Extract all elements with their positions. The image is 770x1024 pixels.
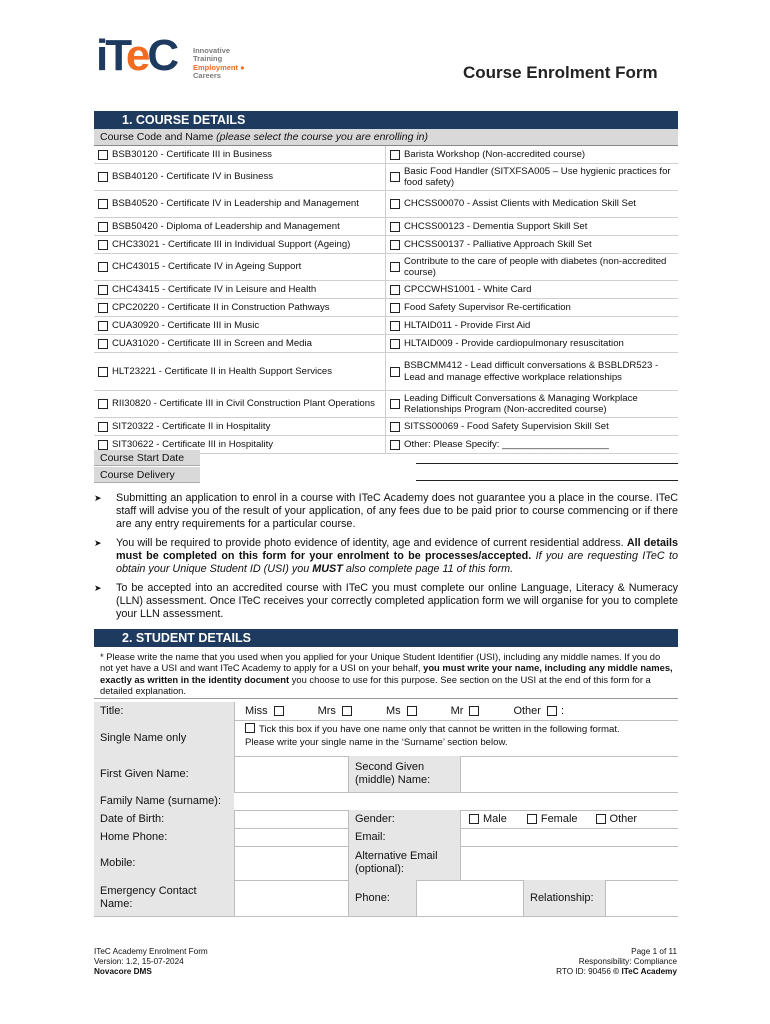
checkbox[interactable] xyxy=(98,422,108,432)
title-mr-checkbox[interactable] xyxy=(469,706,479,716)
course-row xyxy=(94,218,678,236)
course-option[interactable]: BSB40120 - Certificate IV in Business xyxy=(94,164,386,190)
checkbox[interactable] xyxy=(390,440,400,450)
mobile-field[interactable] xyxy=(234,846,348,880)
usi-note: * Please write the name that you used when you applied for your Unique Student Identifier (USI), including any middle names. If you do not yet have a USI and want ITeC Academy to apply for a USI on your behalf, you must write your name, including any middle names, exactly as written in the identity document you choose to use for this purpose. See section on the USI at the end of this form for a detailed explanation. xyxy=(94,650,678,699)
dob-label: Date of Birth: xyxy=(94,810,234,828)
gender-male-checkbox[interactable] xyxy=(469,814,479,824)
course-row xyxy=(94,146,678,164)
mobile-alt-email-row xyxy=(94,846,678,881)
dob-gender-row xyxy=(94,810,678,829)
checkbox[interactable] xyxy=(390,367,400,377)
checkbox[interactable] xyxy=(390,150,400,160)
course-option[interactable]: RII30820 - Certificate III in Civil Construction Plant Operations xyxy=(94,391,386,417)
mobile-label: Mobile: xyxy=(94,846,234,880)
single-name-row: Single Name only Tick this box if you have one name only that cannot be written in the following format. Please write your single name in the ‘Surname’ section below. xyxy=(94,720,678,757)
gender-other-checkbox[interactable] xyxy=(596,814,606,824)
course-delivery-field[interactable] xyxy=(416,480,678,481)
course-option[interactable]: SIT30622 - Certificate III in Hospitality xyxy=(94,436,386,453)
gender-options: Male Female Other xyxy=(460,810,678,828)
single-name-checkbox[interactable] xyxy=(245,723,255,733)
title-miss-checkbox[interactable] xyxy=(274,706,284,716)
alt-email-label: Alternative Email (optional): xyxy=(348,846,460,880)
home-phone-email-row xyxy=(94,828,678,847)
single-name-label: Single Name only xyxy=(94,720,234,756)
checkbox[interactable] xyxy=(390,339,400,349)
checkbox[interactable] xyxy=(390,303,400,313)
course-option[interactable]: CHC43415 - Certificate IV in Leisure and Health xyxy=(94,281,386,298)
emergency-contact-row xyxy=(94,880,678,917)
course-delivery-row xyxy=(94,467,678,483)
course-option[interactable]: Basic Food Handler (SITXFSA005 – Use hygienic practices for food safety) xyxy=(386,164,678,190)
form-title: Course Enrolment Form xyxy=(463,63,658,82)
title-label: Title: xyxy=(94,702,234,720)
checkbox[interactable] xyxy=(390,399,400,409)
checkbox[interactable] xyxy=(98,399,108,409)
course-delivery-label: Course Delivery xyxy=(94,467,200,483)
course-row xyxy=(94,317,678,335)
course-option[interactable]: Barista Workshop (Non-accredited course) xyxy=(386,146,678,163)
course-option[interactable]: CUA31020 - Certificate III in Screen and Media xyxy=(94,335,386,352)
checkbox[interactable] xyxy=(98,262,108,272)
phone-label: Phone: xyxy=(348,880,416,916)
gender-label: Gender: xyxy=(348,810,460,828)
course-option[interactable]: Other: Please Specify: ____________________ xyxy=(386,436,678,453)
checkbox[interactable] xyxy=(98,440,108,450)
title-mrs-checkbox[interactable] xyxy=(342,706,352,716)
checkbox[interactable] xyxy=(98,150,108,160)
checkbox[interactable] xyxy=(390,222,400,232)
relationship-label: Relationship: xyxy=(523,880,605,916)
course-row xyxy=(94,191,678,218)
email-label: Email: xyxy=(348,828,460,846)
course-option[interactable]: CHC33021 - Certificate III in Individual Support (Ageing) xyxy=(94,236,386,253)
course-option[interactable]: Food Safety Supervisor Re-certification xyxy=(386,299,678,316)
course-option[interactable]: SIT20322 - Certificate II in Hospitality xyxy=(94,418,386,435)
checkbox[interactable] xyxy=(98,321,108,331)
checkbox[interactable] xyxy=(98,285,108,295)
given-name-row xyxy=(94,756,678,793)
course-start-date-row xyxy=(94,450,678,466)
course-row xyxy=(94,353,678,391)
checkbox[interactable] xyxy=(98,222,108,232)
checkbox[interactable] xyxy=(98,367,108,377)
emergency-contact-label: Emergency Contact Name: xyxy=(94,880,234,916)
course-option[interactable]: HLT23221 - Certificate II in Health Support Services xyxy=(94,353,386,390)
section-heading-student-details: 2. STUDENT DETAILS xyxy=(94,629,678,647)
checkbox[interactable] xyxy=(390,422,400,432)
emergency-contact-field[interactable] xyxy=(234,880,348,916)
info-bullet: ➤ You will be required to provide photo evidence of identity, age and evidence of current residential address. All details must be completed on this form for your enrolment to be processes/accepted. If you are requesting ITeC to obtain your Unique Student ID (USI) you MUST also complete page 11 of this form. xyxy=(94,537,678,575)
course-option[interactable]: CHCSS00137 - Palliative Approach Skill Set xyxy=(386,236,678,253)
course-option[interactable]: CHC43015 - Certificate IV in Ageing Support xyxy=(94,254,386,280)
checkbox[interactable] xyxy=(390,199,400,209)
title-ms-checkbox[interactable] xyxy=(407,706,417,716)
course-list xyxy=(94,146,678,454)
course-option[interactable]: BSB40520 - Certificate IV in Leadership and Management xyxy=(94,191,386,217)
course-row xyxy=(94,418,678,436)
course-option[interactable]: SITSS00069 - Food Safety Supervision Skill Set xyxy=(386,418,678,435)
relationship-field[interactable] xyxy=(605,880,678,916)
course-option[interactable]: HLTAID011 - Provide First Aid xyxy=(386,317,678,334)
course-option[interactable]: CHCSS00070 - Assist Clients with Medication Skill Set xyxy=(386,191,678,217)
checkbox[interactable] xyxy=(390,285,400,295)
info-bullet: ➤ To be accepted into an accredited course with ITeC you must complete our online Language, Literacy & Numeracy (LLN) assessment. Once ITeC receives your correctly completed application form we will organise for you to complete your LLN assessment. xyxy=(94,582,678,620)
title-other-checkbox[interactable] xyxy=(547,706,557,716)
course-option[interactable]: CHCSS00123 - Dementia Support Skill Set xyxy=(386,218,678,235)
info-bullet: ➤ Submitting an application to enrol in a course with ITeC Academy does not guarantee you a place in the course. ITeC staff will advise you of the result of your application, of any fees due to be paid prior to course commencing or if there are any entry requirements for a particular course. xyxy=(94,492,678,530)
course-start-date-label: Course Start Date xyxy=(94,450,200,466)
course-row xyxy=(94,391,678,418)
course-option[interactable]: HLTAID009 - Provide cardiopulmonary resuscitation xyxy=(386,335,678,352)
course-option[interactable]: Leading Difficult Conversations & Managing Workplace Relationships Program (Non-accredited course) xyxy=(386,391,678,417)
first-given-name-field[interactable] xyxy=(234,756,348,792)
course-option[interactable]: BSB50420 - Diploma of Leadership and Management xyxy=(94,218,386,235)
family-name-label: Family Name (surname): xyxy=(94,792,234,810)
alt-email-field[interactable] xyxy=(460,846,678,880)
title-options: Miss Mrs Ms Mr Other : xyxy=(234,702,678,720)
family-name-field[interactable] xyxy=(234,792,678,810)
email-field[interactable] xyxy=(460,828,678,846)
checkbox[interactable] xyxy=(390,240,400,250)
course-option[interactable]: Contribute to the care of people with diabetes (non-accredited course) xyxy=(386,254,678,280)
second-given-name-label: Second Given (middle) Name: xyxy=(348,756,460,792)
family-name-row xyxy=(94,792,678,811)
footer-right: Page 1 of 11 Responsibility: Compliance RTO ID: 90456 © ITeC Academy xyxy=(556,947,677,976)
checkbox[interactable] xyxy=(98,172,108,182)
course-row xyxy=(94,164,678,191)
course-row xyxy=(94,335,678,353)
course-option[interactable]: CUA30920 - Certificate III in Music xyxy=(94,317,386,334)
title-row xyxy=(94,702,678,721)
course-option[interactable]: BSBCMM412 - Lead difficult conversations & BSBLDR523 - Lead and manage effective workplace relationships xyxy=(386,353,678,390)
checkbox[interactable] xyxy=(98,240,108,250)
logo-tagline: Innovative Training Employment ● Careers xyxy=(193,46,245,81)
checkbox[interactable] xyxy=(390,262,400,272)
footer-left: ITeC Academy Enrolment Form Version: 1.2, 15-07-2024 Novacore DMS xyxy=(94,947,208,976)
dob-field[interactable] xyxy=(234,810,348,828)
course-code-subheading: Course Code and Name (please select the course you are enrolling in) xyxy=(94,129,678,146)
arrow-icon: ➤ xyxy=(94,583,102,593)
emergency-phone-field[interactable] xyxy=(416,880,523,916)
checkbox[interactable] xyxy=(98,339,108,349)
arrow-icon: ➤ xyxy=(94,538,102,548)
course-option[interactable]: CPC20220 - Certificate II in Construction Pathways xyxy=(94,299,386,316)
course-row xyxy=(94,254,678,281)
course-start-date-field[interactable] xyxy=(416,463,678,464)
section-heading-course-details: 1. COURSE DETAILS xyxy=(94,111,678,129)
course-option[interactable]: BSB30120 - Certificate III in Business xyxy=(94,146,386,163)
course-row xyxy=(94,299,678,317)
course-row xyxy=(94,236,678,254)
checkbox[interactable] xyxy=(390,321,400,331)
course-row xyxy=(94,281,678,299)
checkbox[interactable] xyxy=(98,303,108,313)
first-given-name-label: First Given Name: xyxy=(94,756,234,792)
home-phone-field[interactable] xyxy=(234,828,348,846)
arrow-icon: ➤ xyxy=(94,493,102,503)
course-option[interactable]: CPCCWHS1001 - White Card xyxy=(386,281,678,298)
checkbox[interactable] xyxy=(390,172,400,182)
itec-logo: iTeC xyxy=(96,31,177,80)
checkbox[interactable] xyxy=(98,199,108,209)
gender-female-checkbox[interactable] xyxy=(527,814,537,824)
second-given-name-field[interactable] xyxy=(460,756,678,792)
home-phone-label: Home Phone: xyxy=(94,828,234,846)
